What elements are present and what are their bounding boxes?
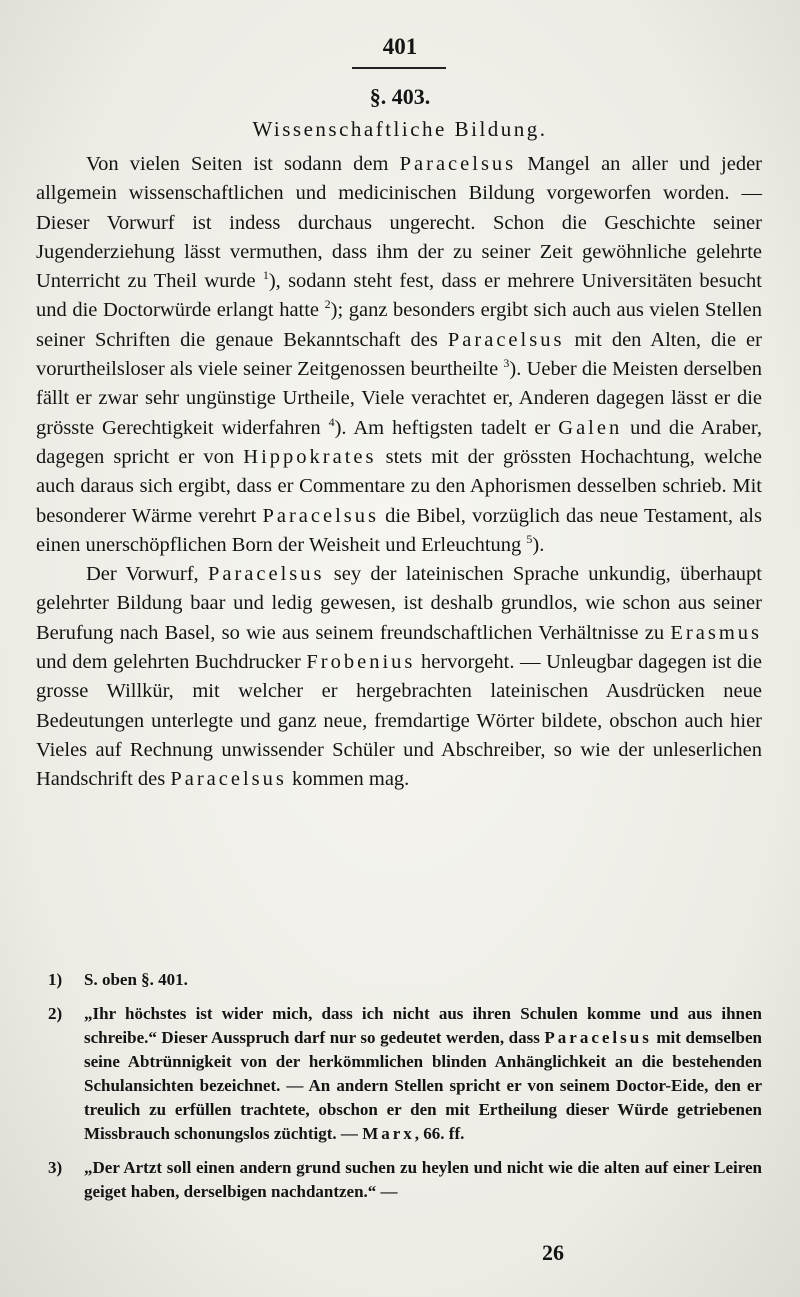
text-run: mit den Alten, die er vorurtheilsloser als viele seiner Zeitgenossen beurtheilte <box>36 328 762 381</box>
footnote-label: 3) <box>48 1158 63 1177</box>
text-run: sey der lateinischen Sprache unkundig, überhaupt gelehrter Bildung baar und ledig gewesen, ist deshalb grundlos, wie schon aus seiner Berufung nach Basel, so wie aus seinem freundschaftlichen Verhältnisse zu <box>36 563 762 644</box>
text-run: ); ganz besonders ergibt sich auch aus vielen Stellen seiner Schriften die genaue Bekanntschaft des <box>36 299 762 351</box>
text-run: ). Ueber die Meisten derselben fällt er zwar sehr ungünstige Urtheile, Viele verachtet er, Anderen dagegen lässt er die grösste Gerechtigkeit widerfahren <box>36 358 763 439</box>
footnotes <box>36 968 762 1214</box>
text-run: und die Araber, dagegen spricht er von <box>36 416 762 468</box>
text-run: mit demselben seine Abtrünnigkeit von der herkömmlichen blinden Anhänglichkeit an die bestehenden Schulansichten bezeichnet. — An andern Stellen spricht er von seinem Doctor-Eide, den er treulich zu erfüllen trachtete, obschon er den mit Ertheilung dieser Würde getriebenen Missbrauch schonungslos züchtigt. — <box>84 1028 762 1143</box>
text-run: S. oben §. 401. <box>84 970 188 989</box>
text-run: die Bibel, vorzüglich das neue Testament, als einen unerschöpflichen Born der Weisheit und Erleuchtung <box>36 504 762 556</box>
text-run: „Ihr höchstes ist wider mich, dass ich nicht aus ihren Schulen komme und aus ihnen schreibe.“ Dieser Ausspruch darf nur so gedeutet werden, dass <box>84 1004 762 1047</box>
text-run: und dem gelehrten Buchdrucker <box>36 651 307 674</box>
footnote-label: 2) <box>48 1004 63 1023</box>
text-run: kommen mag. <box>286 768 410 791</box>
header-rule <box>352 67 446 69</box>
main-text <box>36 150 762 795</box>
footnote-ref: 2 <box>324 297 331 312</box>
text-run: „Der Artzt soll einen andern grund suchen zu heylen und nicht wie die alten auf einer Leiren geiget haben, derselbigen nachdantzen.“ — <box>84 1158 762 1201</box>
footnote-ref: 5 <box>526 532 533 547</box>
text-run: Von vielen Seiten ist sodann dem <box>86 153 400 175</box>
page-number: 401 <box>382 34 418 59</box>
spaced-name: Paracelsus <box>399 153 517 175</box>
footnote <box>36 1002 762 1146</box>
spaced-name: Galen <box>558 416 623 439</box>
text-run: Mangel an aller und jeder allgemein wissenschaftlichen und medicinischen Bildung vorgeworfen worden. — Dieser Vorwurf ist indess durchaus ungerecht. Schon die Geschichte seiner Jugenderziehung lässt vermuthen, dass ihm der zu seiner Zeit gewöhnliche gelehrte Unterricht zu Theil wurde <box>36 153 763 293</box>
spaced-name: Paracelsus <box>544 1028 652 1047</box>
section-heading: Wissenschaftliche Bildung. <box>252 117 548 141</box>
text-run: ). Am heftigsten tadelt er <box>334 416 559 439</box>
footnote-label: 1) <box>48 970 63 989</box>
spaced-name: Hippokrates <box>243 445 377 468</box>
spaced-name: Marx <box>362 1124 415 1143</box>
footnote-ref: 4 <box>328 414 335 429</box>
text-run: ), sodann steht fest, dass er mehrere Universitäten besucht und die Doctorwürde erlangt hatte <box>36 270 762 322</box>
footnote <box>36 1156 762 1204</box>
spaced-name: Frobenius <box>306 651 416 674</box>
spaced-name: Paracelsus <box>262 504 379 527</box>
footnote-ref: 3 <box>503 356 510 371</box>
footnote <box>36 968 762 992</box>
text-run: , 66. ff. <box>414 1124 465 1143</box>
text-run: stets mit der grössten Hochachtung, welche auch daraus sich ergibt, dass er Commentare zu den Aphorismen desselben schrieb. Mit besonderer Wärme verehrt <box>36 445 762 527</box>
spaced-name: Paracelsus <box>207 563 325 586</box>
paragraph-1 <box>36 150 762 560</box>
text-run: Der Vorwurf, <box>86 563 208 586</box>
spaced-name: Paracelsus <box>170 768 287 791</box>
spaced-name: Paracelsus <box>447 328 565 351</box>
text-run: hervorgeht. — Unleugbar dagegen ist die grosse Willkür, mit welcher er hergebrachten lateinischen Ausdrücken neue Bedeutungen unterlegte und ganz neue, fremdartige Wörter bildete, obschon auch hier Vieles auf Rechnung unwissender Schüler und Abschreiber, so wie der unleserlichen Handschrift des <box>36 651 762 791</box>
printer-signature: 26 <box>542 1240 564 1265</box>
paragraph-2 <box>36 560 762 794</box>
spaced-name: Erasmus <box>670 621 762 644</box>
text-run: ). <box>532 533 545 556</box>
footnote-ref: 1 <box>262 268 269 283</box>
section-number: §. 403. <box>369 84 431 109</box>
